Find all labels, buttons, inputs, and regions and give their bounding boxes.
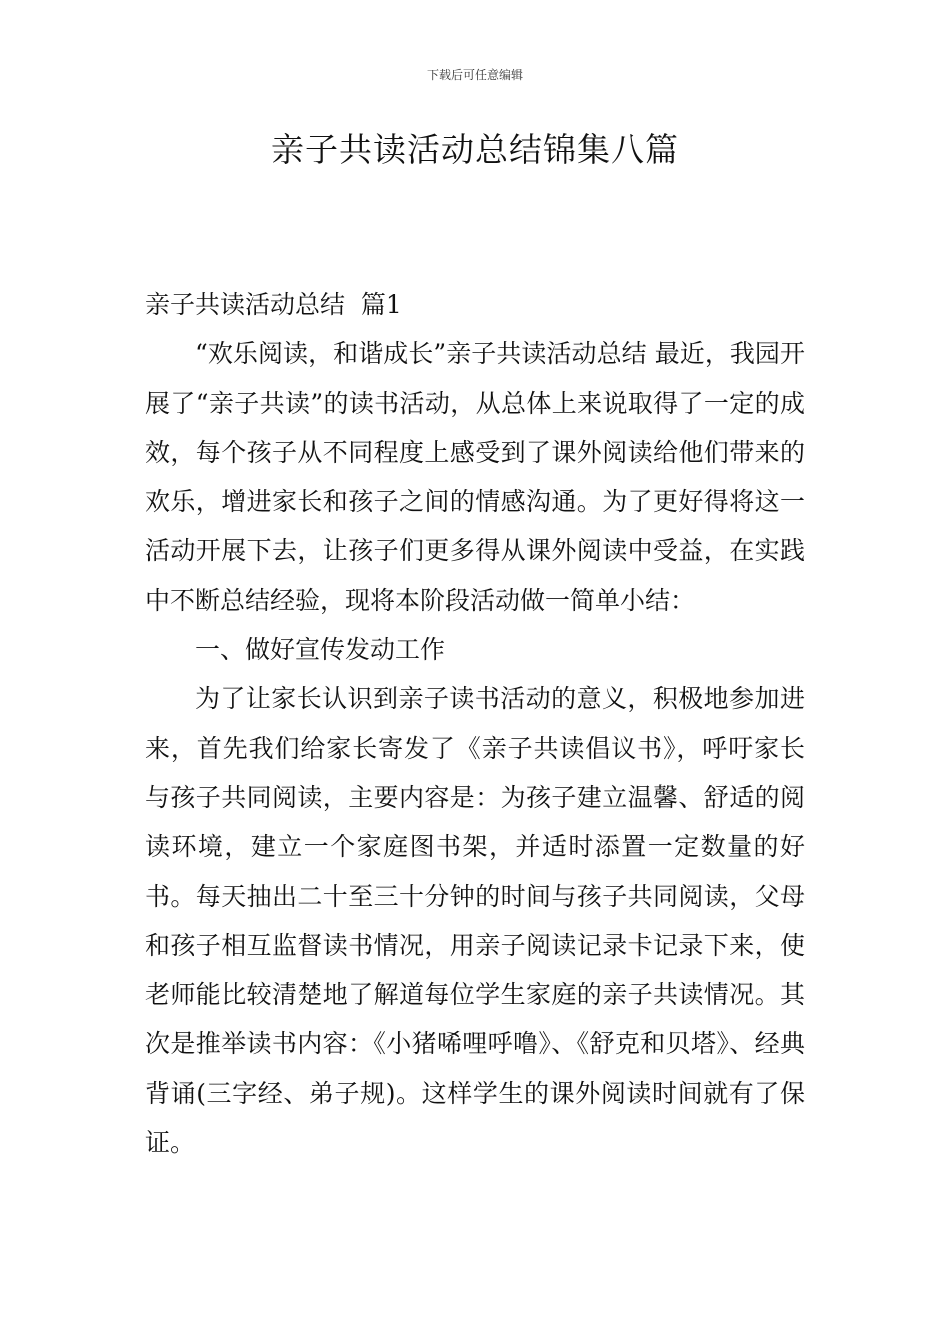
paragraph-subheading: 一、做好宣传发动工作 xyxy=(195,635,446,665)
document-title: 亲子共读活动总结锦集八篇 xyxy=(271,130,679,169)
header-note: 下载后可任意编辑 xyxy=(426,68,523,82)
section-heading: 亲子共读活动总结 篇1 xyxy=(145,290,402,319)
document-body xyxy=(145,280,805,1167)
paragraph-intro: “欢乐阅读，和谐成长”亲子共读活动总结 最近，我园开展了“亲子共读”的读书活动，从总体上来说取得了一定的成效，每个孩子从不同程度上感受到了课外阅读给他们带来的欢乐，增进家长和孩子之间的情感沟通。为了更好得将这一活动开展下去，让孩子们更多得从课外阅读中受益，在实践中不断总结经验，现将本阶段活动做一简单小结： xyxy=(145,339,805,615)
paragraph-body: 为了让家长认识到亲子读书活动的意义，积极地参加进来，首先我们给家长寄发了《亲子共读倡议书》，呼吁家长与孩子共同阅读，主要内容是：为孩子建立温馨、舒适的阅读环境，建立一个家庭图书架，并适时添置一定数量的好书。每天抽出二十至三十分钟的时间与孩子共同阅读，父母和孩子相互监督读书情况，用亲子阅读记录卡记录下来，使老师能比较清楚地了解道每位学生家庭的亲子共读情况。其次是推举读书内容：《小猪唏哩呼噜》、《舒克和贝塔》、经典背诵(三字经、弟子规)。这样学生的课外阅读时间就有了保证。 xyxy=(145,684,805,1158)
